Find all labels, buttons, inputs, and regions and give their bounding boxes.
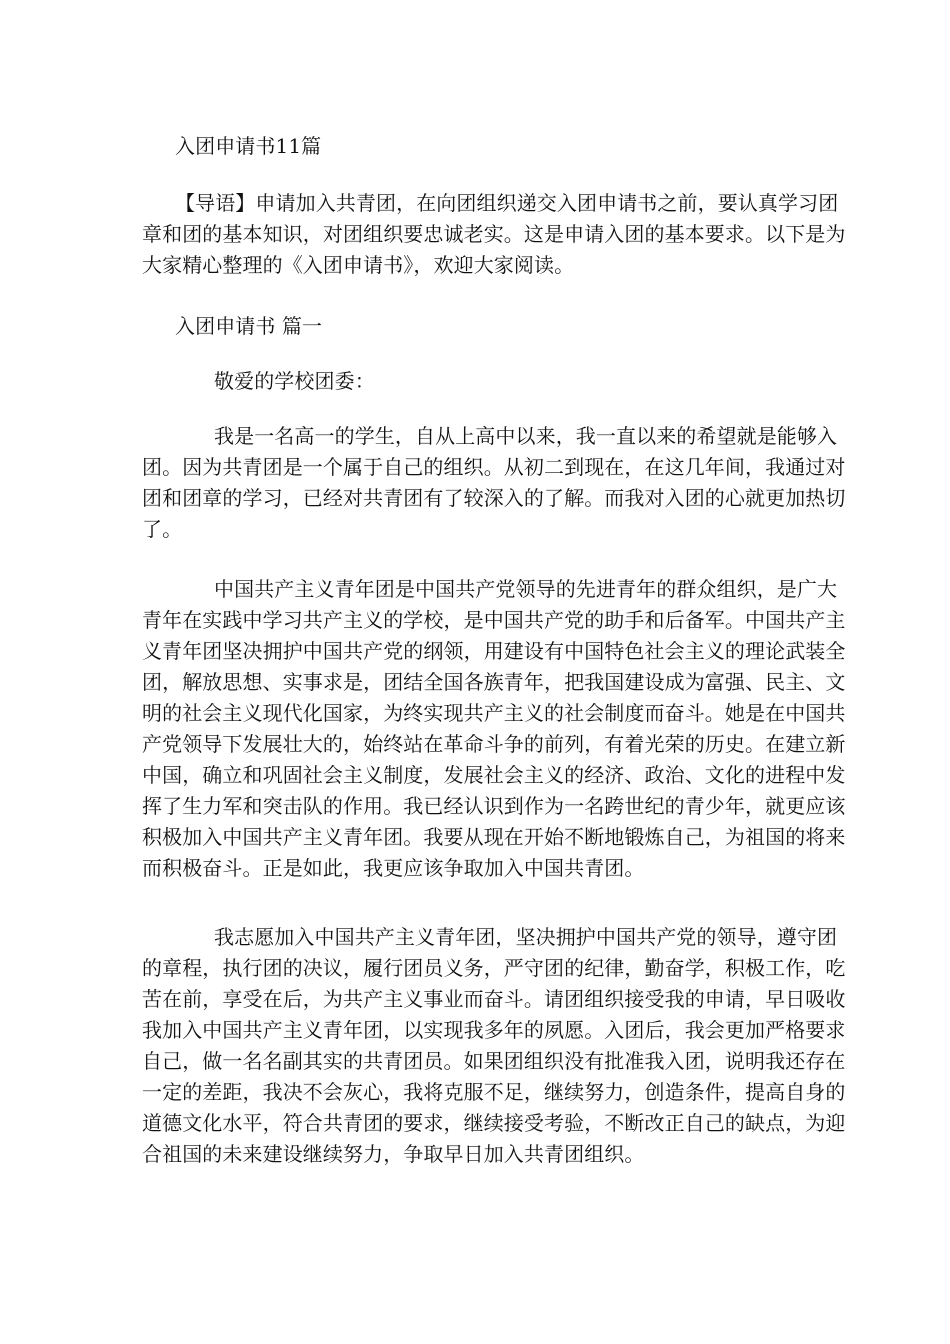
paragraph-line: 一定的差距，我决不会灰心，我将克服不足，继续努力，创造条件，提高自身的: [142, 1080, 846, 1104]
paragraph-line: 中国共产主义青年团是中国共产党领导的先进青年的群众组织，是广大: [214, 577, 838, 601]
document-title: [175, 131, 321, 162]
paragraph-line: 团和团章的学习，已经对共青团有了较深入的了解。而我对入团的心就更加热切: [142, 486, 846, 510]
paragraph-line: 积极加入中国共产主义青年团。我要从现在开始不断地锻炼自己，为祖国的将来: [142, 825, 846, 849]
paragraph-line: 的章程，执行团的决议，履行团员义务，严守团的纪律，勤奋学，积极工作，吃: [142, 956, 846, 980]
title-line: 入团申请书11篇: [175, 134, 322, 158]
salutation-text: 敬爱的学校团委：: [214, 369, 375, 393]
paragraph-line: 合祖国的未来建设继续努力，争取早日加入共青团组织。: [142, 1142, 645, 1166]
intro-line: 【导语】申请加入共青团，在向团组织递交入团申请书之前，要认真学习团: [175, 191, 839, 215]
body-paragraph-1: [142, 421, 846, 545]
body-paragraph-3: [142, 922, 846, 1170]
paragraph-line: 而积极奋斗。正是如此，我更应该争取加入中国共青团。: [142, 856, 645, 880]
paragraph-line: 义青年团坚决拥护中国共产党的纲领，用建设有中国特色社会主义的理论武装全: [142, 639, 846, 663]
paragraph-line: 我志愿加入中国共产主义青年团，坚决拥护中国共产党的领导，遵守团: [214, 925, 838, 949]
paragraph-line: 自己，做一名名副其实的共青团员。如果团组织没有批准我入团，说明我还存在: [142, 1049, 846, 1073]
paragraph-line: 明的社会主义现代化国家，为终实现共产主义的社会制度而奋斗。她是在中国共: [142, 701, 846, 725]
paragraph-line: 团。因为共青团是一个属于自己的组织。从初二到现在，在这几年间，我通过对: [142, 455, 846, 479]
paragraph-line: 我是一名高一的学生，自从上高中以来，我一直以来的希望就是能够入: [214, 424, 838, 448]
salutation: [214, 366, 375, 397]
paragraph-line: 我加入中国共产主义青年团，以实现我多年的夙愿。入团后，我会更加严格要求: [142, 1018, 846, 1042]
paragraph-line: 青年在实践中学习共产主义的学校，是中国共产党的助手和后备军。中国共产主: [142, 608, 846, 632]
paragraph-line: 挥了生力军和突击队的作用。我已经认识到作为一名跨世纪的青少年，就更应该: [142, 794, 846, 818]
paragraph-line: 苦在前，享受在后，为共产主义事业而奋斗。请团组织接受我的申请，早日吸收: [142, 987, 846, 1011]
intro-line: 章和团的基本知识，对团组织要忠诚老实。这是申请入团的基本要求。以下是为: [142, 222, 846, 246]
paragraph-line: 道德文化水平，符合共青团的要求，继续接受考验，不断改正自己的缺点，为迎: [142, 1111, 846, 1135]
paragraph-line: 团，解放思想、实事求是，团结全国各族青年，把我国建设成为富强、民主、文: [142, 670, 846, 694]
paragraph-line: 了。: [142, 517, 183, 541]
paragraph-line: 产党领导下发展壮大的，始终站在革命斗争的前列，有着光荣的历史。在建立新: [142, 732, 846, 756]
section-heading: [175, 311, 322, 342]
intro-paragraph: [142, 188, 846, 281]
body-paragraph-2: [142, 574, 846, 884]
intro-line: 大家精心整理的《入团申请书》，欢迎大家阅读。: [142, 253, 575, 277]
paragraph-line: 中国，确立和巩固社会主义制度，发展社会主义的经济、政治、文化的进程中发: [142, 763, 846, 787]
section-heading-text: 入团申请书 篇一: [175, 314, 323, 338]
